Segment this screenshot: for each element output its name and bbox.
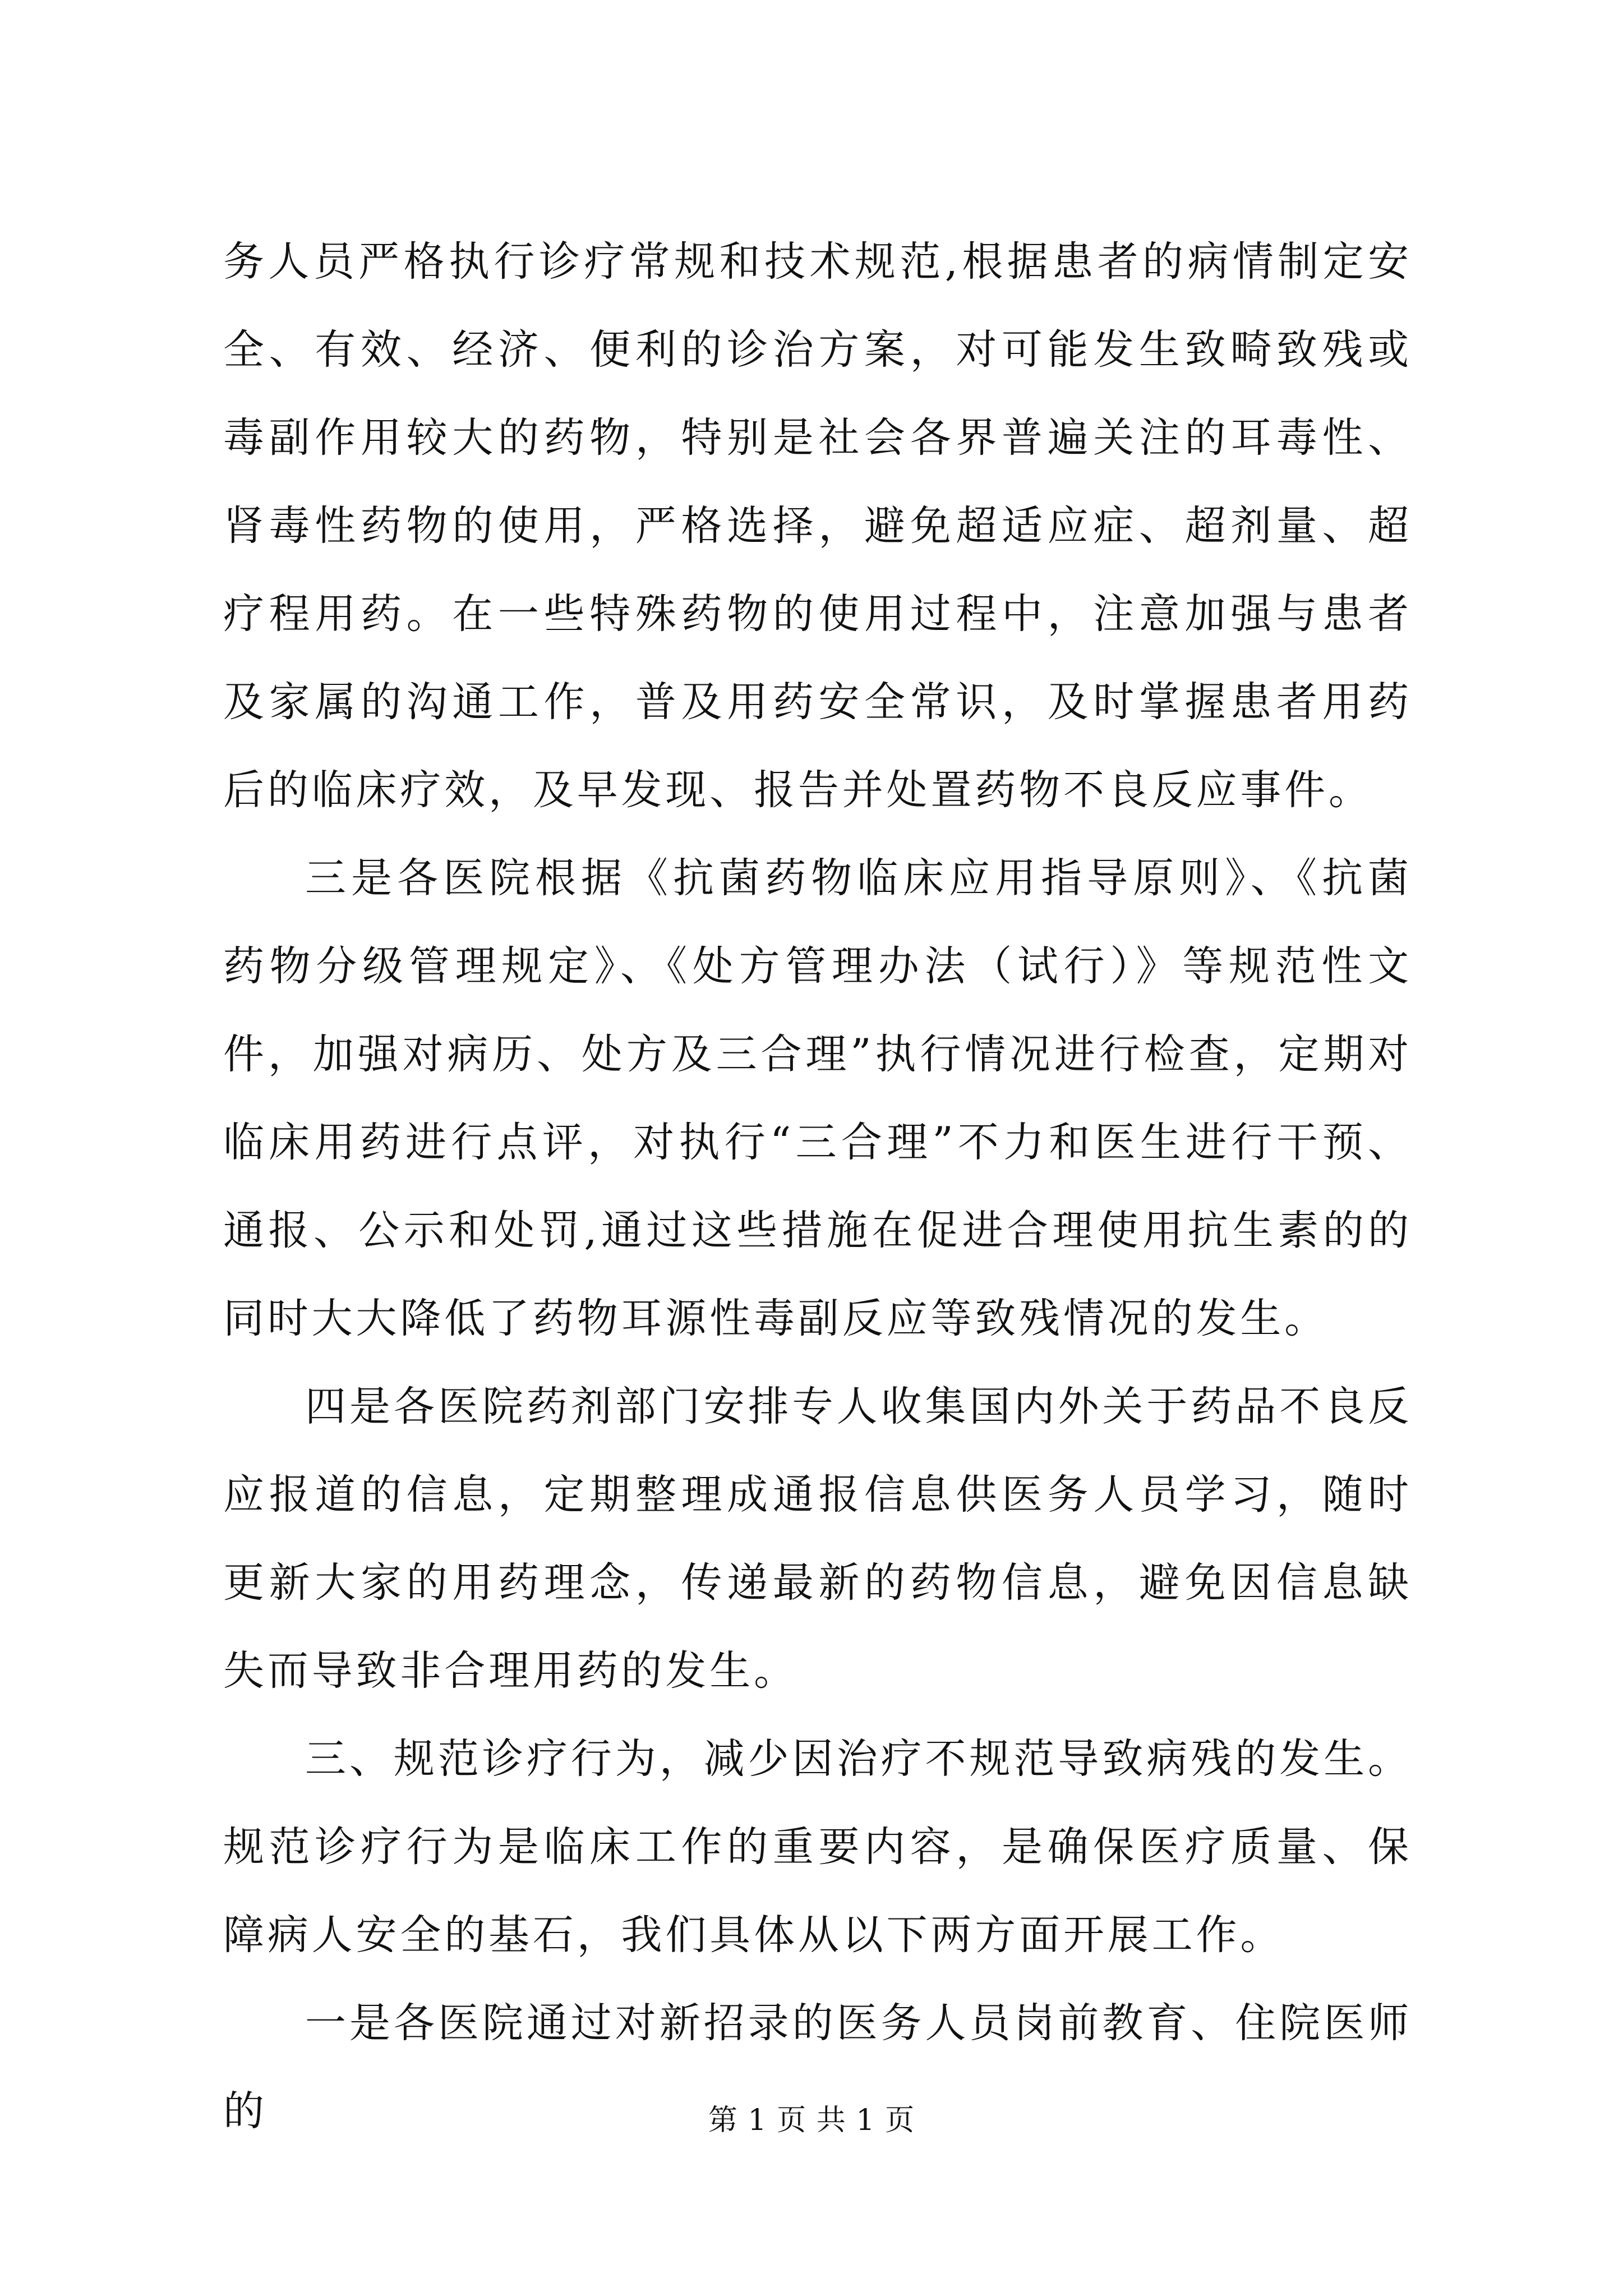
paragraph-5: 一是各医院通过对新招录的医务人员岗前教育、住院医师的 (223, 1999, 1412, 2135)
document-body (223, 218, 1412, 2155)
paragraph-2: 三是各医院根据《抗菌药物临床应用指导原则》、《抗菌药物分级管理规定》、《处方管理办法（试行）》等规范性文件，加强对病历、处方及三合理”执行情况进行检查，定期对临床用药进行点评，对执行“三合理”不力和医生进行干预、通报、公示和处罚,通过这些措施在促进合理使用抗生素的的同时大大降低了药物耳源性毒副反应等致残情况的发生。 (223, 854, 1412, 1342)
page-footer: 第 1 页 共 1 页 (708, 2104, 915, 2137)
paragraph-4: 三、规范诊疗行为，减少因治疗不规范导致病残的发生。规范诊疗行为是临床工作的重要内容，是确保医疗质量、保障病人安全的基石，我们具体从以下两方面开展工作。 (223, 1735, 1412, 1959)
paragraph-3: 四是各医院药剂部门安排专人收集国内外关于药品不良反应报道的信息，定期整理成通报信息供医务人员学习，随时更新大家的用药理念，传递最新的药物信息，避免因信息缺失而导致非合理用药的发生。 (223, 1383, 1412, 1695)
paragraph-1: 务人员严格执行诊疗常规和技术规范,根据患者的病情制定安全、有效、经济、便利的诊治方案，对可能发生致畸致残或毒副作用较大的药物，特别是社会各界普遍关注的耳毒性、肾毒性药物的使用，严格选择，避免超适应症、超剂量、超疗程用药。在一些特殊药物的使用过程中，注意加强与患者及家属的沟通工作，普及用药安全常识，及时掌握患者用药后的临床疗效，及早发现、报告并处置药物不良反应事件。 (223, 238, 1412, 814)
